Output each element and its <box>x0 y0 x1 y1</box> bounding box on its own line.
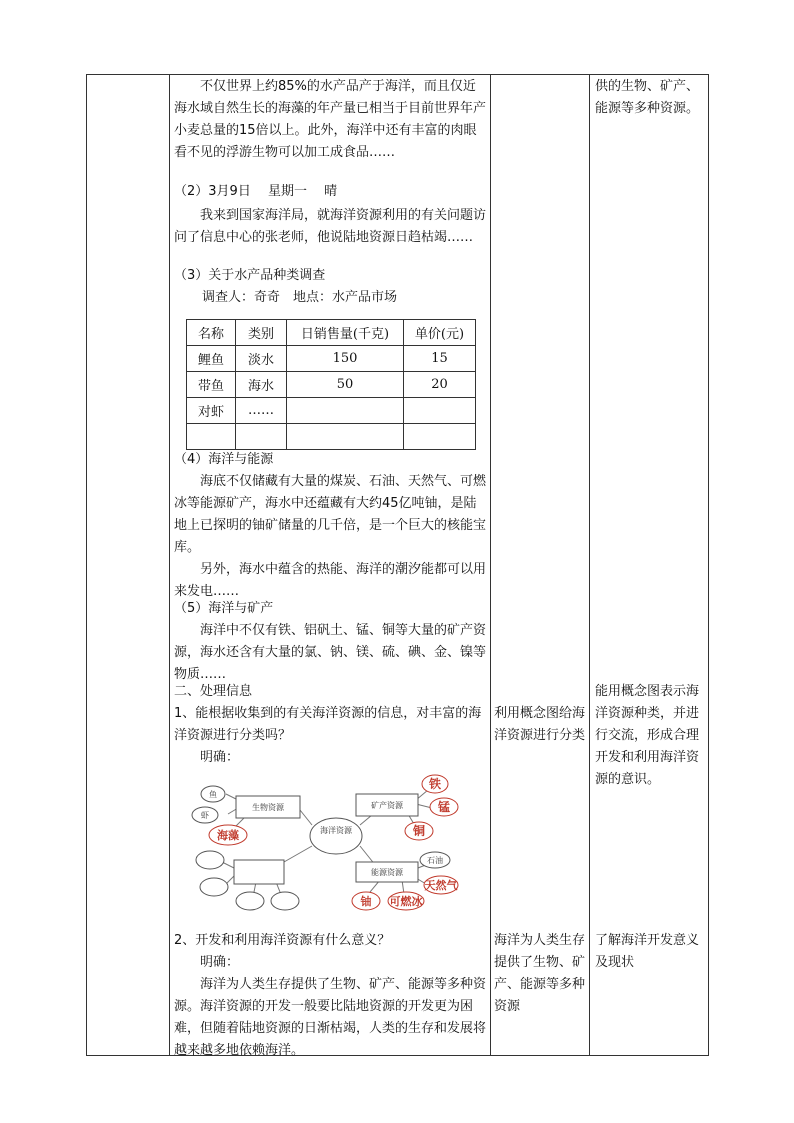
activity-text-2: 海洋为人类生存提供了生物、矿产、能源等多种资源 <box>494 933 586 1014</box>
table-cell: 对虾 <box>187 398 236 424</box>
mineral-label: 矿产资源 <box>371 801 403 810</box>
goal-text-2: 了解海洋开发意义及现状 <box>595 933 700 970</box>
empty-node <box>196 851 224 869</box>
empty-box <box>234 860 284 884</box>
table-cell <box>236 424 287 450</box>
table-header: 日销售量(千克) <box>287 320 404 346</box>
table-cell: …… <box>236 398 287 424</box>
table-cell: 淡水 <box>236 346 287 372</box>
seaweed-label: 海藻 <box>217 829 239 842</box>
center-node <box>310 818 362 854</box>
survey-meta: 调查人：奇奇 地点：水产品市场 <box>202 290 398 305</box>
question-2: 2、开发和利用海洋资源有什么意义？ <box>174 933 391 948</box>
combustible-ice-label: 可燃冰 <box>389 895 423 908</box>
question-1: 1、能根据收集到的有关海洋资源的信息，对丰富的海洋资源进行分类吗？ <box>174 706 482 743</box>
fish-label: 鱼 <box>209 790 217 799</box>
diary-body: 我来到国家海洋局，就海洋资源利用的有关问题访问了信息中心的张老师，他说陆地资源日趋枯竭…… <box>174 208 487 245</box>
table-row <box>187 424 476 450</box>
table-cell: 150 <box>287 346 404 372</box>
table-header: 类别 <box>236 320 287 346</box>
table-cell: 50 <box>287 372 404 398</box>
table-header-row <box>187 320 476 346</box>
table-row <box>187 372 476 398</box>
empty-cell <box>87 75 170 1056</box>
table-cell: 20 <box>404 372 476 398</box>
iron-label: 铁 <box>428 777 442 791</box>
table-cell <box>404 398 476 424</box>
goal-cell <box>590 75 709 1056</box>
answer-label-1: 明确： <box>200 750 240 765</box>
mineral-body: 海洋中不仅有铁、铝矾土、锰、铜等大量的矿产资源，海水还含有大量的氯、钠、镁、硫、碘、金、镍等物质…… <box>174 623 487 682</box>
table-row <box>187 398 476 424</box>
process-heading: 二、处理信息 <box>174 684 253 699</box>
mineral-heading: （5）海洋与矿产 <box>174 601 274 616</box>
goal-text-1: 能用概念图表示海洋资源种类，并进行交流，形成合理开发和利用海洋资源的意识。 <box>595 684 700 787</box>
shrimp-label: 虾 <box>201 811 209 820</box>
table-cell: 鲤鱼 <box>187 346 236 372</box>
goal-text-top: 供的生物、矿产、能源等多种资源。 <box>595 79 700 116</box>
resource-concept-diagram <box>186 770 476 920</box>
survey-heading: （3）关于水产品种类调查 <box>174 268 326 283</box>
oil-label: 石油 <box>427 856 443 865</box>
bio-label: 生物资源 <box>252 803 284 812</box>
table-header: 名称 <box>187 320 236 346</box>
table-cell: 15 <box>404 346 476 372</box>
diary-heading: （2）3月9日 星期一 晴 <box>174 184 338 199</box>
energy-paragraph-2: 另外，海水中蕴含的热能、海洋的潮汐能都可以用来发电…… <box>174 562 487 599</box>
table-header: 单价(元) <box>404 320 476 346</box>
survey-table <box>186 319 476 450</box>
empty-node <box>200 878 228 896</box>
empty-node <box>236 892 264 910</box>
activity-cell <box>491 75 590 1056</box>
energy-paragraph-1: 海底不仅储藏有大量的煤炭、石油、天然气、可燃冰等能源矿产，海水中还蕴藏有大约45亿吨铀，是陆地上已探明的铀矿储量的几千倍，是一个巨大的核能宝库。 <box>174 474 487 555</box>
manganese-label: 锰 <box>437 800 451 814</box>
paragraph-fishery: 不仅世界上约85%的水产品产于海洋，而且仅近海水域自然生长的海藻的年产量已相当于目前世界年产小麦总量的15倍以上。此外，海洋中还有丰富的肉眼看不见的浮游生物可以加工成食品…… <box>174 79 487 160</box>
empty-node <box>271 892 299 910</box>
table-cell: 海水 <box>236 372 287 398</box>
answer-label-2: 明确： <box>200 955 240 970</box>
answer-2: 海洋为人类生存提供了生物、矿产、能源等多种资源。海洋资源的开发一般要比陆地资源的开发更为困难，但随着陆地资源的日渐枯竭，人类的生存和发展将越来越多地依赖海洋。 <box>174 977 487 1058</box>
energy-heading: （4）海洋与能源 <box>174 452 274 467</box>
table-row <box>187 346 476 372</box>
center-label: 海洋资源 <box>320 826 352 835</box>
energy-label: 能源资源 <box>371 868 403 877</box>
copper-label: 铜 <box>412 824 426 838</box>
table-cell <box>287 424 404 450</box>
table-cell: 带鱼 <box>187 372 236 398</box>
natural-gas-label: 天然气 <box>424 879 458 892</box>
uranium-label: 铀 <box>360 895 372 908</box>
table-cell <box>187 424 236 450</box>
table-cell <box>404 424 476 450</box>
activity-text-1: 利用概念图给海洋资源进行分类 <box>494 706 586 743</box>
table-cell <box>287 398 404 424</box>
